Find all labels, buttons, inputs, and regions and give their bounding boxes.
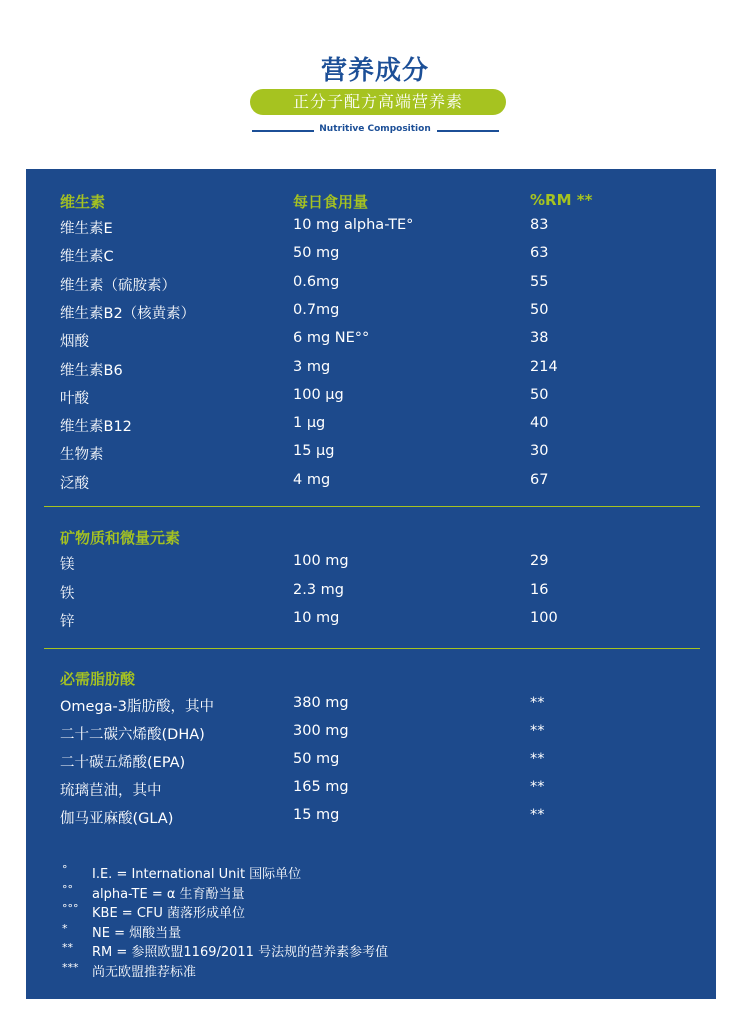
table-row	[26, 245, 716, 273]
daily-amount: 100 mg	[293, 553, 349, 569]
footnote-text: alpha-TE = α 生育酚当量	[92, 886, 245, 902]
table-row	[26, 779, 716, 807]
rm-percent: **	[530, 807, 545, 823]
footnote-symbol: **	[62, 941, 73, 954]
daily-amount: 0.7mg	[293, 301, 340, 318]
table-row	[26, 553, 716, 581]
footnotes	[62, 863, 682, 980]
rm-percent: 40	[530, 415, 549, 432]
nutrient-name: 锌	[60, 614, 75, 630]
footnote-symbol: *	[62, 921, 68, 935]
rm-percent-heading: %RM **	[530, 191, 593, 209]
daily-amount: 0.6mg	[293, 273, 340, 290]
nutrient-name: 维生素（硫胺素）	[60, 277, 176, 294]
table-row	[26, 330, 716, 358]
table-row	[26, 359, 716, 387]
daily-amount: 3 mg	[293, 358, 331, 375]
daily-amount: 165 mg	[293, 779, 349, 795]
rm-percent: 100	[530, 610, 558, 626]
english-subtitle: Nutritive Composition	[319, 124, 431, 134]
table-row	[26, 807, 716, 835]
nutrient-name: 烟酸	[60, 334, 89, 351]
table-row	[26, 695, 716, 723]
nutrient-name: Omega-3脂肪酸，其中	[60, 699, 215, 715]
nutrient-name: 维生素C	[60, 249, 114, 266]
daily-amount: 380 mg	[293, 695, 349, 711]
rm-percent: 55	[530, 273, 549, 290]
footnote-text: I.E. = International Unit 国际单位	[92, 867, 302, 882]
daily-amount: 50 mg	[293, 245, 340, 262]
nutrient-name: 维生素B6	[60, 362, 123, 379]
rm-percent: 67	[530, 471, 549, 488]
vitamins-heading: 维生素	[60, 193, 106, 211]
rm-percent: 30	[530, 443, 549, 460]
daily-amount: 300 mg	[293, 723, 349, 739]
section-divider	[44, 648, 700, 649]
table-row	[26, 387, 716, 415]
table-row	[26, 610, 716, 638]
footnote-symbol: °°	[62, 882, 73, 896]
minerals-header-row	[26, 527, 716, 555]
daily-amount: 10 mg alpha-TE°	[293, 217, 414, 233]
daily-amount-heading: 每日食用量	[293, 193, 369, 211]
nutrient-name: 伽马亚麻酸(GLA)	[60, 811, 174, 827]
rm-percent: 29	[530, 553, 549, 569]
section-divider	[44, 506, 700, 507]
rm-percent: 50	[530, 301, 549, 318]
footnote-symbol: °°°	[62, 902, 79, 915]
vitamins-header-row	[26, 191, 716, 219]
rm-percent: **	[530, 723, 545, 739]
table-row	[26, 302, 716, 330]
rm-percent: 38	[530, 330, 549, 347]
footnote	[62, 902, 682, 922]
footnote	[62, 883, 682, 903]
footnote-text: RM = 参照欧盟1169/2011 号法规的营养素参考值	[92, 945, 389, 960]
nutrient-name: 二十碳五烯酸(EPA)	[60, 755, 186, 771]
rm-percent: 50	[530, 386, 549, 403]
rm-percent: **	[530, 779, 545, 795]
nutrient-name: 二十二碳六烯酸(DHA)	[60, 727, 205, 743]
nutrient-name: 生物素	[60, 447, 104, 464]
table-row	[26, 751, 716, 779]
table-row	[26, 217, 716, 245]
rm-percent: 16	[530, 581, 549, 598]
daily-amount: 10 mg	[293, 610, 340, 626]
subtitle-pill: 正分子配方高端营养素	[250, 89, 506, 115]
nutrient-name: 维生素B2（核黄素）	[60, 305, 196, 322]
nutrient-name: 维生素E	[60, 221, 113, 237]
footnote	[62, 922, 682, 942]
footnote	[62, 863, 682, 883]
daily-amount: 100 µg	[293, 386, 344, 403]
rm-percent: 63	[530, 245, 549, 262]
table-row	[26, 443, 716, 471]
daily-amount: 4 mg	[293, 471, 331, 488]
table-row	[26, 415, 716, 443]
table-row	[26, 472, 716, 500]
footnote-symbol: ***	[62, 960, 79, 974]
page-title: 营养成分	[320, 56, 429, 86]
table-row	[26, 582, 716, 610]
daily-amount: 6 mg NE°°	[293, 330, 370, 347]
daily-amount: 1 µg	[293, 415, 326, 432]
footnote	[62, 941, 682, 961]
daily-amount: 2.3 mg	[293, 581, 344, 598]
fatty-acids-header-row	[26, 668, 716, 696]
rm-percent: **	[530, 751, 545, 767]
nutrient-name: 维生素B12	[60, 419, 132, 436]
header	[0, 0, 750, 165]
daily-amount: 50 mg	[293, 751, 340, 767]
footnote-text: NE = 烟酸当量	[92, 925, 182, 941]
rm-percent: 83	[530, 217, 549, 233]
nutrient-name: 镁	[60, 557, 75, 573]
divider-right	[437, 130, 499, 132]
minerals-heading: 矿物质和微量元素	[60, 529, 181, 547]
footnote-symbol: °	[62, 863, 68, 876]
daily-amount: 15 µg	[293, 443, 335, 460]
table-row	[26, 274, 716, 302]
rm-percent: 214	[530, 358, 558, 375]
nutrient-name: 琉璃苣油，其中	[60, 783, 162, 799]
rm-percent: **	[530, 695, 545, 711]
footnote-text: 尚无欧盟推荐标准	[92, 964, 197, 980]
daily-amount: 15 mg	[293, 807, 340, 823]
footnote-text: KBE = CFU 菌落形成单位	[92, 906, 246, 921]
fatty-acids-heading: 必需脂肪酸	[60, 670, 136, 688]
nutrition-panel	[26, 169, 716, 999]
footnote	[62, 961, 682, 981]
table-row	[26, 723, 716, 751]
nutrient-name: 铁	[60, 585, 75, 602]
nutrient-name: 叶酸	[60, 390, 89, 407]
nutrient-name: 泛酸	[60, 475, 89, 492]
